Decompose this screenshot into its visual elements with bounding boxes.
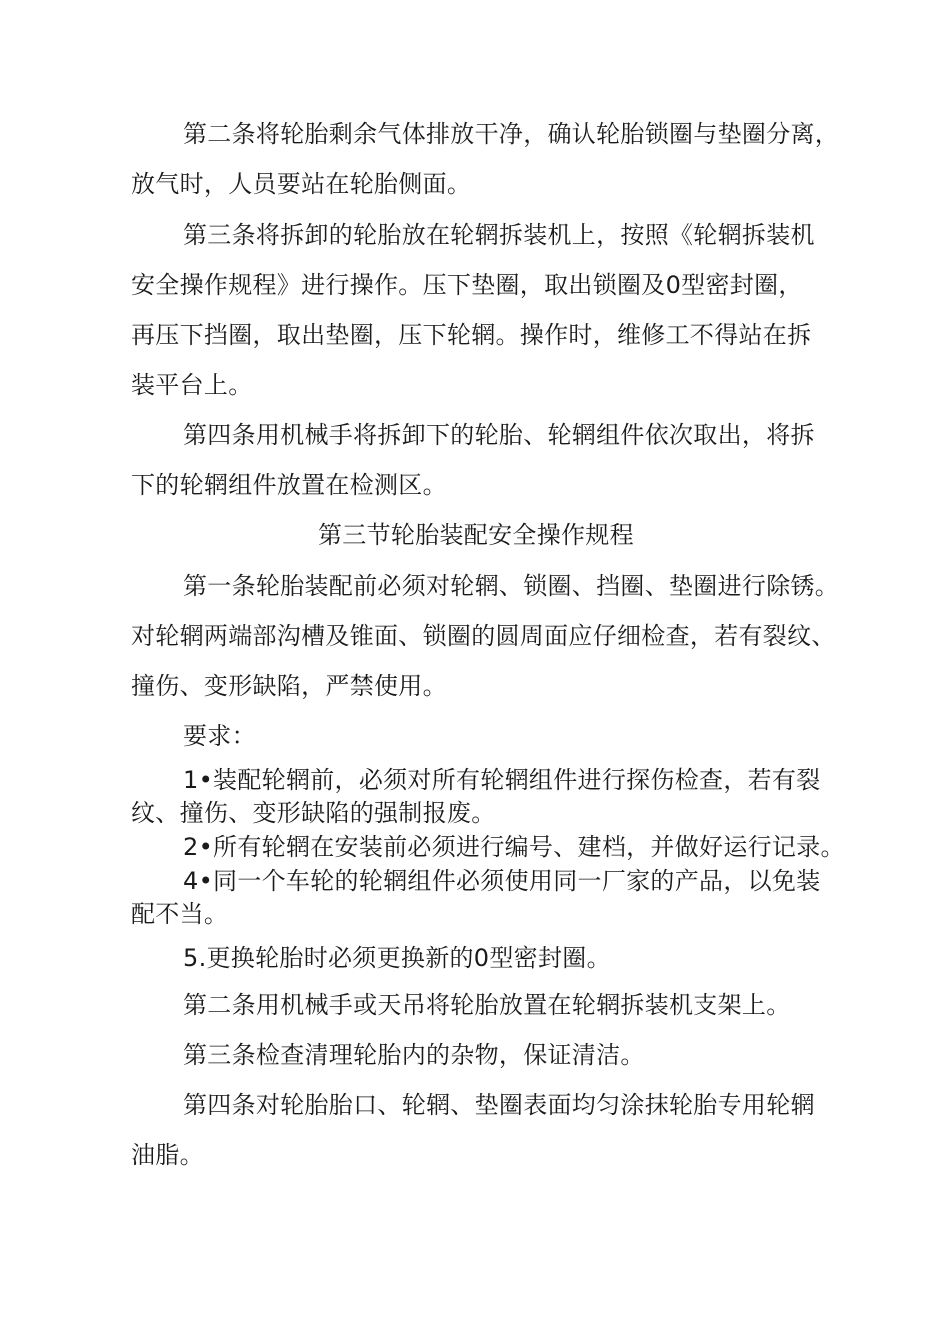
- article-4-line-2: 下的轮辋组件放置在检测区。: [131, 471, 447, 499]
- requirement-1-line-2: 纹、撞伤、变形缺陷的强制报废。: [131, 799, 496, 827]
- requirement-4-line-1: 4•同一个车轮的轮辋组件必须使用同一厂家的产品，以免装: [183, 867, 821, 895]
- article-3-line-2: 安全操作规程》进行操作。压下垫圈，取出锁圈及0型密封圈，: [131, 271, 803, 299]
- requirement-2: 2•所有轮辋在安装前必须进行编号、建档，并做好运行记录。: [183, 833, 845, 861]
- article-2-line-1: 第二条将轮胎剩余气体排放干净，确认轮胎锁圈与垫圈分离，: [183, 120, 840, 148]
- assembly-article-1-line-3: 撞伤、变形缺陷，严禁使用。: [131, 672, 447, 700]
- article-2-line-2: 放气时，人员要站在轮胎侧面。: [131, 170, 472, 198]
- section-heading: 第三节轮胎装配安全操作规程: [318, 521, 634, 549]
- assembly-article-4-line-1: 第四条对轮胎胎口、轮辋、垫圈表面均匀涂抹轮胎专用轮辋: [183, 1091, 815, 1119]
- requirement-4-line-2: 配不当。: [131, 900, 229, 928]
- assembly-article-1-line-2: 对轮辋两端部沟槽及锥面、锁圈的圆周面应仔细检查，若有裂纹、: [131, 622, 836, 650]
- requirement-5: 5.更换轮胎时必须更换新的0型密封圈。: [183, 944, 611, 972]
- assembly-article-1-line-1: 第一条轮胎装配前必须对轮辋、锁圈、挡圈、垫圈进行除锈。: [183, 572, 840, 600]
- article-4-line-1: 第四条用机械手将拆卸下的轮胎、轮辋组件依次取出，将拆: [183, 421, 815, 449]
- assembly-article-3: 第三条检查清理轮胎内的杂物，保证清洁。: [183, 1041, 645, 1069]
- assembly-article-2: 第二条用机械手或天吊将轮胎放置在轮辋拆装机支架上。: [183, 991, 791, 1019]
- article-3-line-4: 装平台上。: [131, 371, 253, 399]
- article-3-line-1: 第三条将拆卸的轮胎放在轮辋拆装机上，按照《轮辋拆装机: [183, 221, 815, 249]
- requirement-1-line-1: 1•装配轮辋前，必须对所有轮辋组件进行探伤检查，若有裂: [183, 766, 821, 794]
- requirements-label: 要求：: [183, 722, 256, 750]
- assembly-article-4-line-2: 油脂。: [131, 1141, 204, 1169]
- article-3-line-3: 再压下挡圈，取出垫圈，压下轮辋。操作时，维修工不得站在拆: [131, 321, 812, 349]
